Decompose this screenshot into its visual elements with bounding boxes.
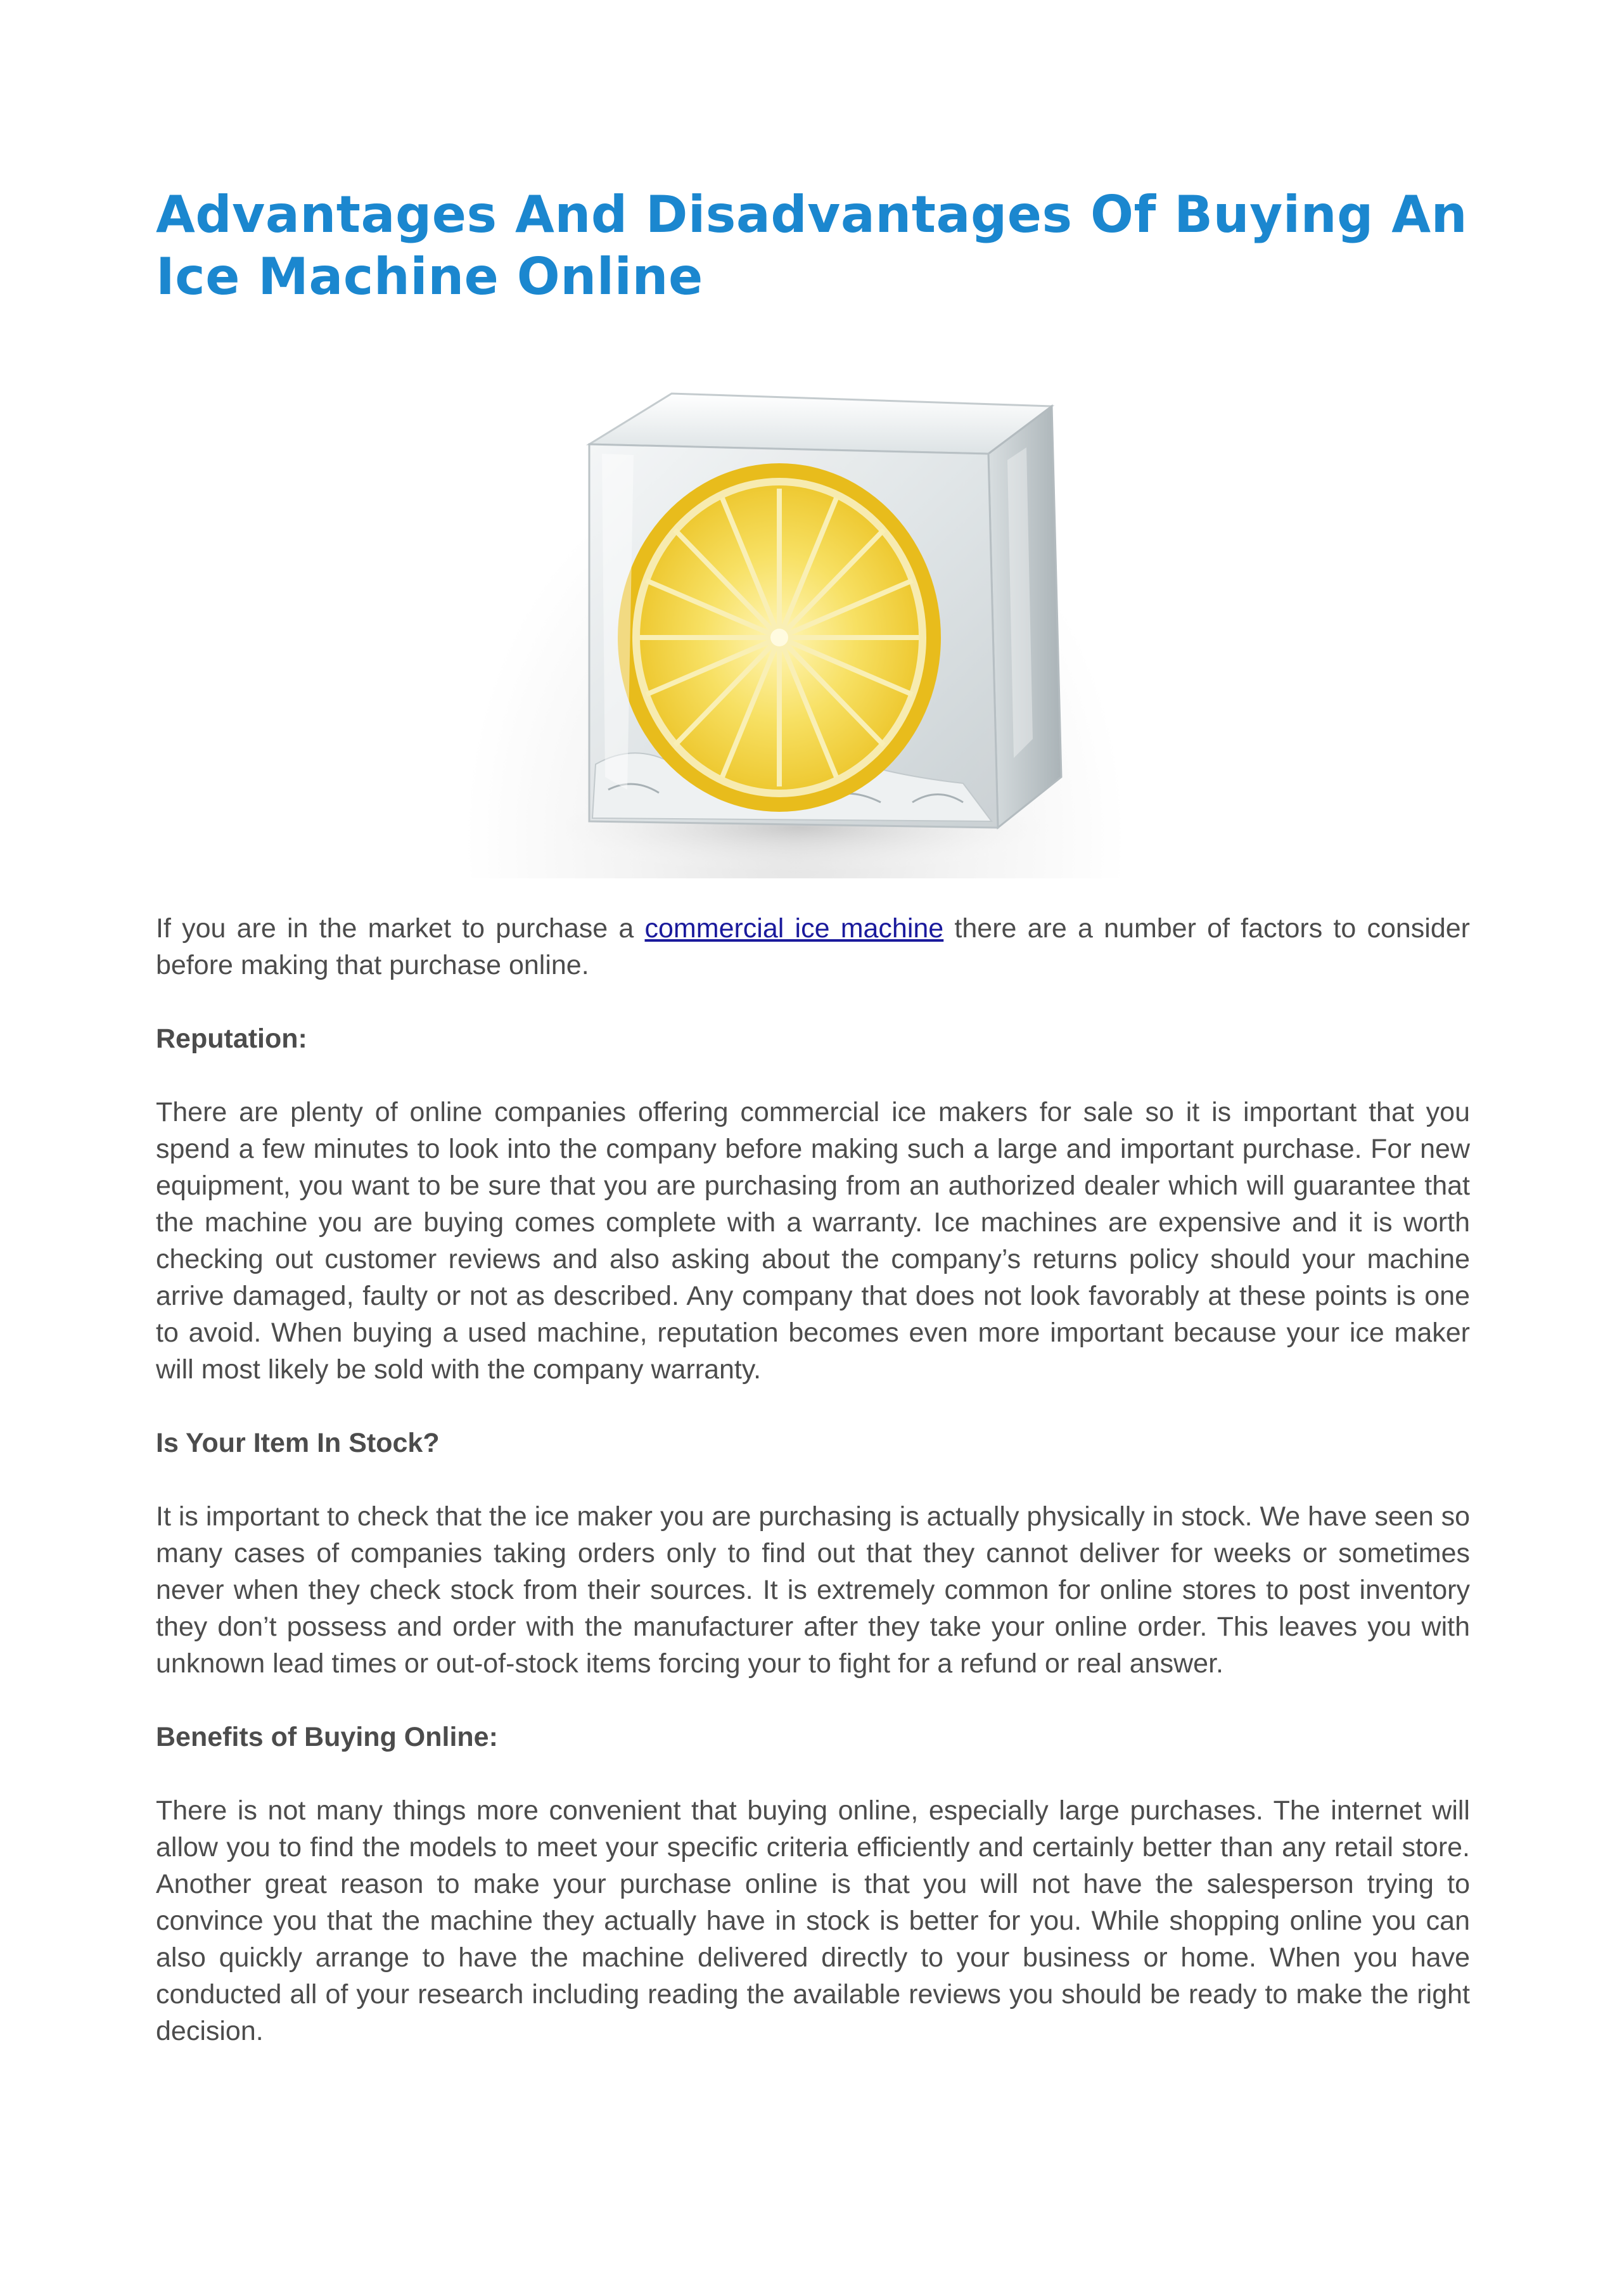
intro-text-before-link: If you are in the market to purchase a	[156, 913, 645, 944]
intro-text-after-link: there are a number of factors to consider before making that purchase online.	[156, 913, 1471, 980]
commercial-ice-machine-link[interactable]: commercial ice machine	[644, 913, 944, 944]
section-body-benefits: There is not many things more convenient that buying online, especially large purchases. The internet will allow you to find the models to meet your specific criteria efficiently and certainly better than any retail store. Another great reason to make your purchase online is that you will not have the salesperson trying to convince you that the machine they actually have in stock is better for you. While shopping online you can also quickly arrange to have the machine delivered directly to your business or home. When you have conducted all of your research including reading the available reviews you should be ready to make the right decision.	[156, 1795, 1470, 2046]
section-body-in-stock: It is important to check that the ice maker you are purchasing is actually physically in stock. We have seen so many cases of companies taking orders only to find out that they cannot deliver for weeks or sometimes never when they check stock from their sources. It is extremely common for online stores to post inventory they don’t possess and order with the manufacturer after they take your online order. This leaves you with unknown lead times or out-of-stock items forcing your to fight for a refund or real answer.	[156, 1501, 1470, 1679]
section-heading-reputation: Reputation:	[156, 1023, 307, 1054]
lemon-in-ice-cube-image	[418, 384, 1172, 878]
ice-cube-illustration	[418, 384, 1172, 878]
section-body-reputation: There are plenty of online companies offering commercial ice makers for sale so it is important that you spend a few minutes to look into the company before making such a large and important purchase. For new equipment, you want to be sure that you are purchasing from an authorized dealer which will guarantee that the machine you are buying comes complete with a warranty. Ice machines are expensive and it is worth checking out customer reviews and also asking about the company’s returns policy should your machine arrive damaged, faulty or not as described. Any company that does not look favorably at these points is one to avoid. When buying a used machine, reputation becomes even more important because your ice maker will most likely be sold with the company warranty.	[156, 1097, 1470, 1385]
section-heading-in-stock: Is Your Item In Stock?	[156, 1428, 440, 1458]
page-title: Advantages And Disadvantages Of Buying An Ice Machine Online	[156, 185, 1468, 306]
section-heading-benefits: Benefits of Buying Online:	[156, 1722, 498, 1752]
intro-paragraph	[156, 910, 1470, 984]
article	[156, 184, 1470, 2049]
